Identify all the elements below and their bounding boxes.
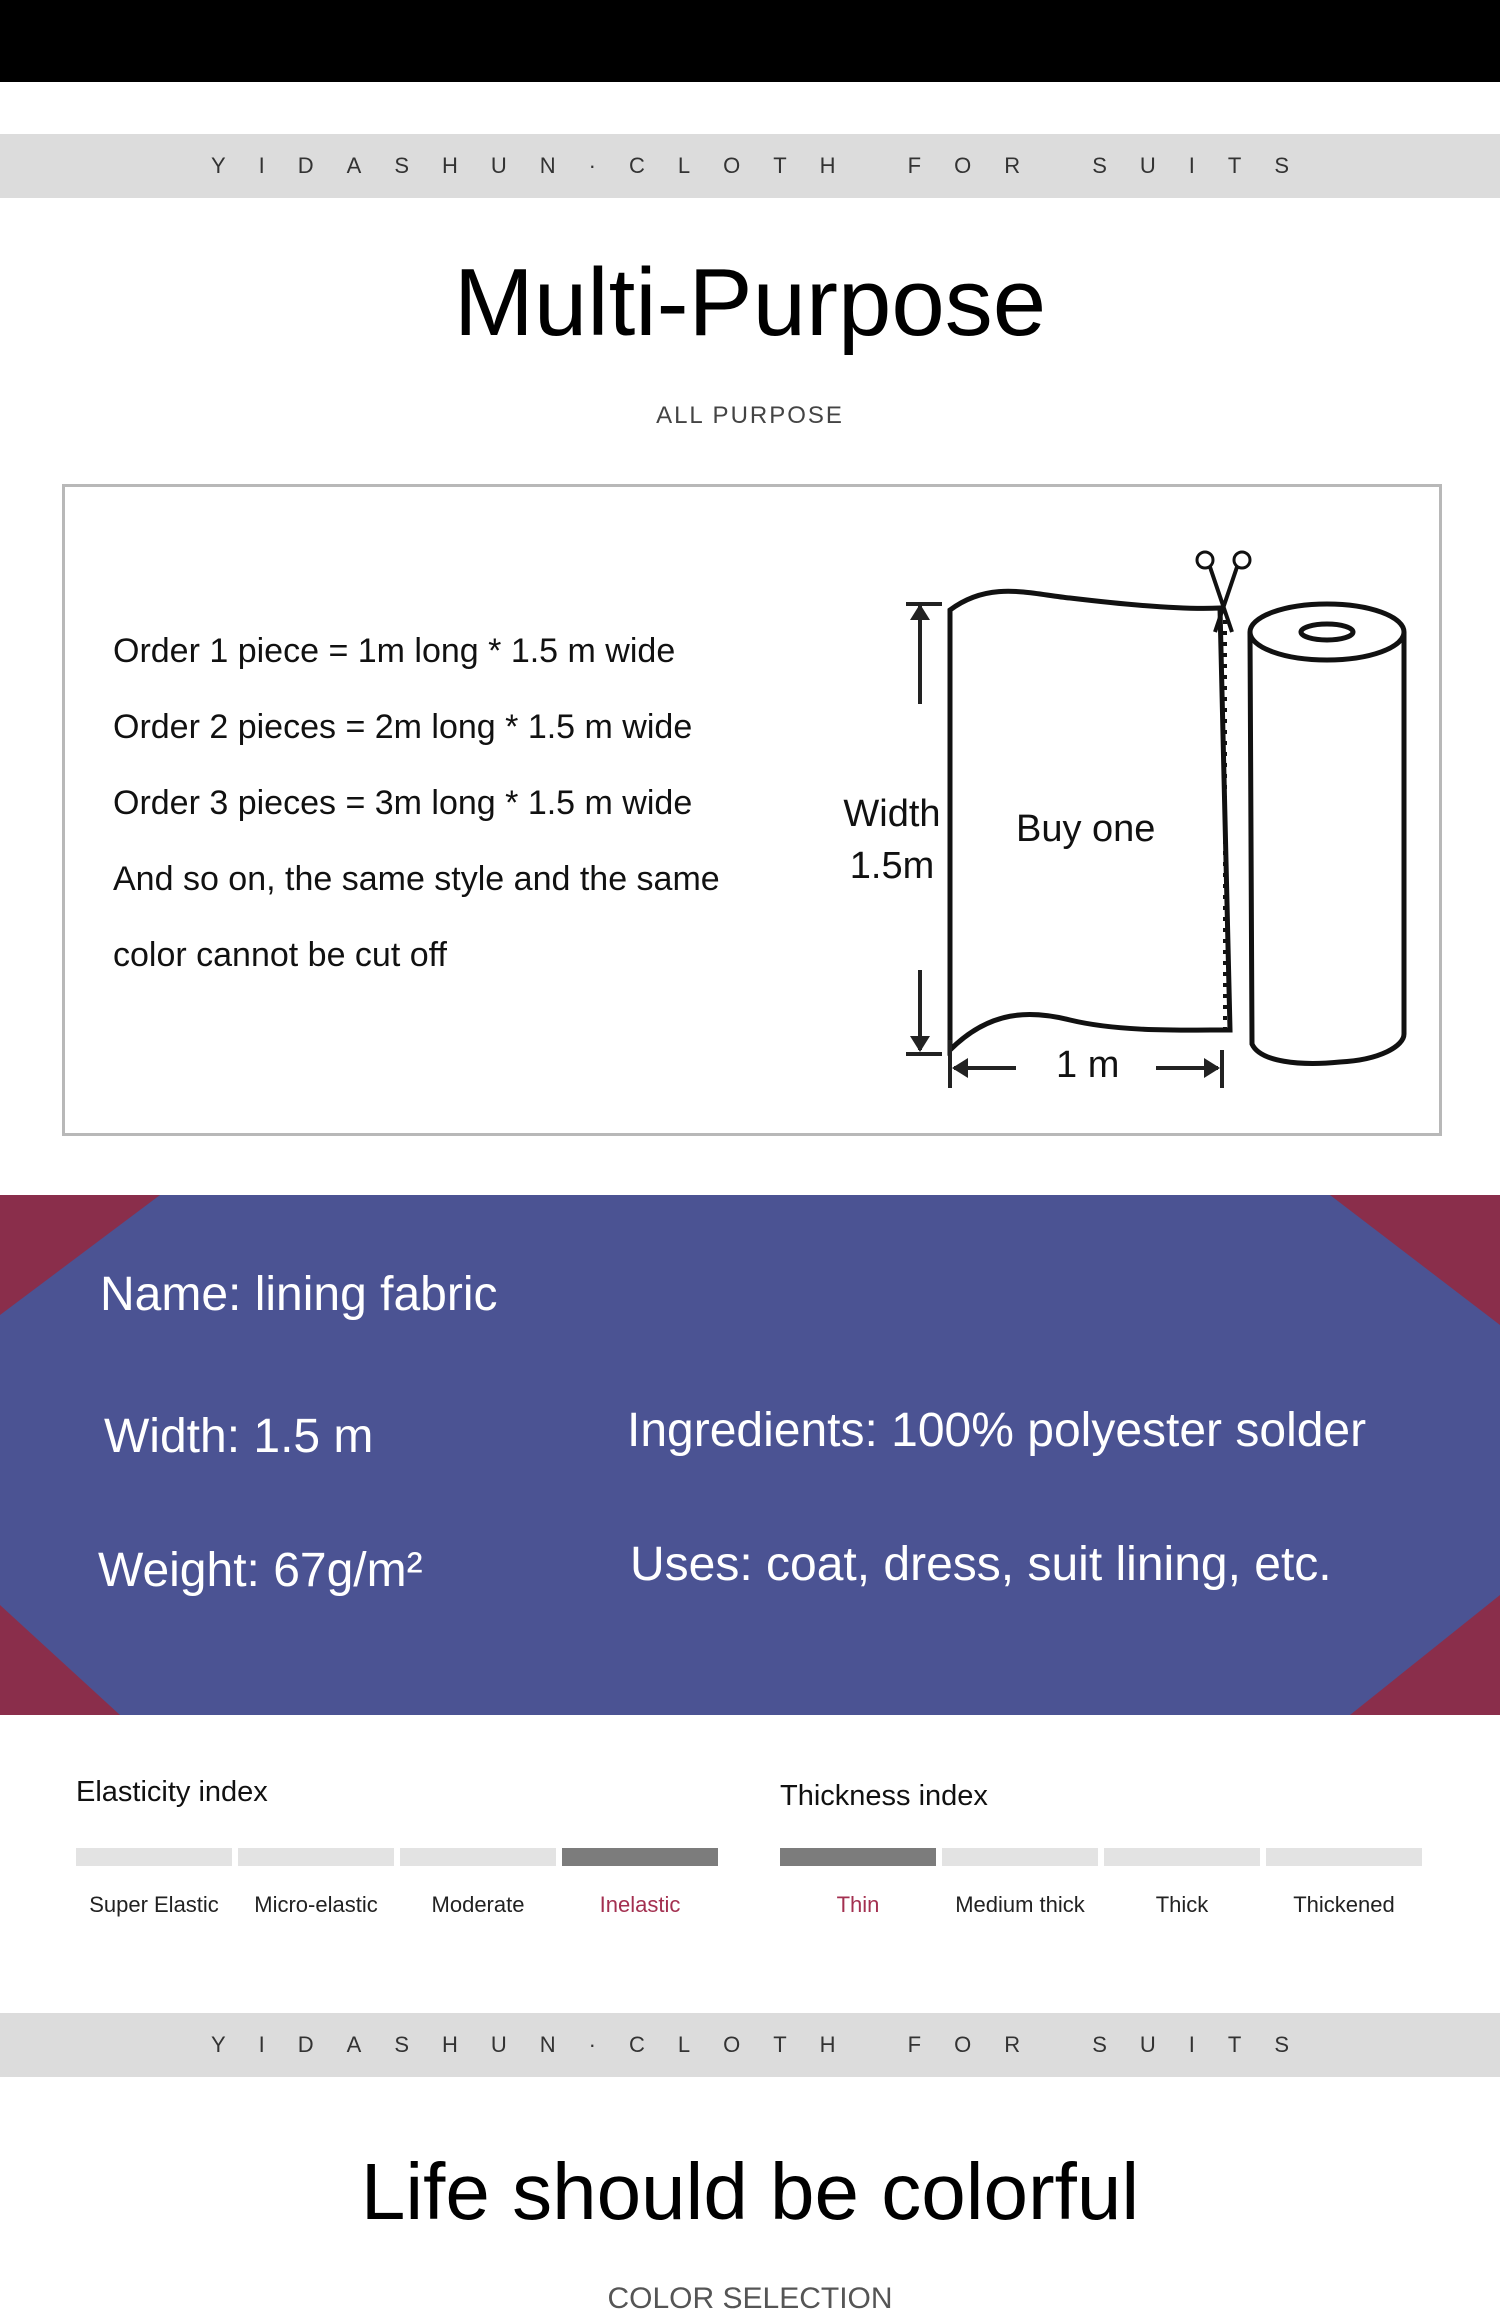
thickness-segment [780, 1848, 936, 1866]
width-label-line1: Width [843, 793, 941, 835]
footer-title: Life should be colorful [360, 2147, 1140, 2236]
page-subtitle: ALL PURPOSE [656, 402, 844, 429]
thickness-segment [1266, 1848, 1422, 1866]
elasticity-segment [76, 1848, 232, 1866]
brand-strip-text: YIDASHUN·CLOTH FOR SUITS [210, 153, 1323, 178]
elasticity-title: Elasticity index [76, 1776, 268, 1808]
banner-corner-top-right [1330, 1195, 1500, 1325]
order-line-2: Order 2 pieces = 2m long * 1.5 m wide [113, 708, 693, 746]
elasticity-option-label: Micro-elastic [254, 1892, 378, 1917]
order-line-3: Order 3 pieces = 3m long * 1.5 m wide [113, 784, 693, 822]
elasticity-segment [562, 1848, 718, 1866]
roll-body [1250, 632, 1404, 1063]
top-black-bar [0, 0, 1500, 82]
elasticity-option-label: Moderate [431, 1892, 525, 1917]
elasticity-segment [238, 1848, 394, 1866]
thickness-segment [942, 1848, 1098, 1866]
length-label: 1 m [1056, 1044, 1120, 1086]
order-line-5: color cannot be cut off [113, 936, 447, 974]
spec-uses: Uses: coat, dress, suit lining, etc. [630, 1538, 1332, 1591]
width-label-line2: 1.5m [849, 845, 935, 887]
order-line-4: And so on, the same style and the same [113, 860, 720, 898]
elasticity-option-label: Super Elastic [89, 1892, 219, 1917]
spec-weight: Weight: 67g/m² [98, 1544, 423, 1597]
thickness-option-label: Thin [836, 1892, 880, 1917]
spec-ingredients: Ingredients: 100% polyester solder [627, 1404, 1367, 1457]
brand-strip-text: YIDASHUN·CLOTH FOR SUITS [210, 2032, 1323, 2057]
brand-strip-top [0, 134, 1500, 198]
banner-corner-bottom-left [0, 1605, 120, 1715]
spec-name: Name: lining fabric [100, 1268, 498, 1321]
page-title: Multi-Purpose [453, 249, 1047, 356]
length-arrow-right-head [1204, 1058, 1220, 1078]
thickness-option-label: Thick [1155, 1892, 1209, 1917]
thickness-option-label: Medium thick [955, 1892, 1085, 1917]
specs-banner [0, 1195, 1500, 1715]
roll-core [1301, 624, 1353, 640]
length-arrow-left-head [952, 1058, 968, 1078]
elasticity-segment [400, 1848, 556, 1866]
order-line-1: Order 1 piece = 1m long * 1.5 m wide [113, 632, 676, 670]
banner-corner-bottom-right [1350, 1595, 1500, 1715]
thickness-option-label: Thickened [1293, 1892, 1395, 1917]
width-arrow-bottom-head [910, 1036, 930, 1052]
width-arrow-top-head [910, 604, 930, 620]
buy-one-label: Buy one [1016, 808, 1156, 850]
brand-strip-bottom [0, 2013, 1500, 2077]
spec-width: Width: 1.5 m [104, 1410, 374, 1463]
thickness-segment [1104, 1848, 1260, 1866]
thickness-title: Thickness index [780, 1780, 988, 1812]
elasticity-option-label: Inelastic [599, 1892, 681, 1917]
width-label [822, 788, 962, 892]
footer-subtitle: COLOR SELECTION [607, 2282, 893, 2315]
